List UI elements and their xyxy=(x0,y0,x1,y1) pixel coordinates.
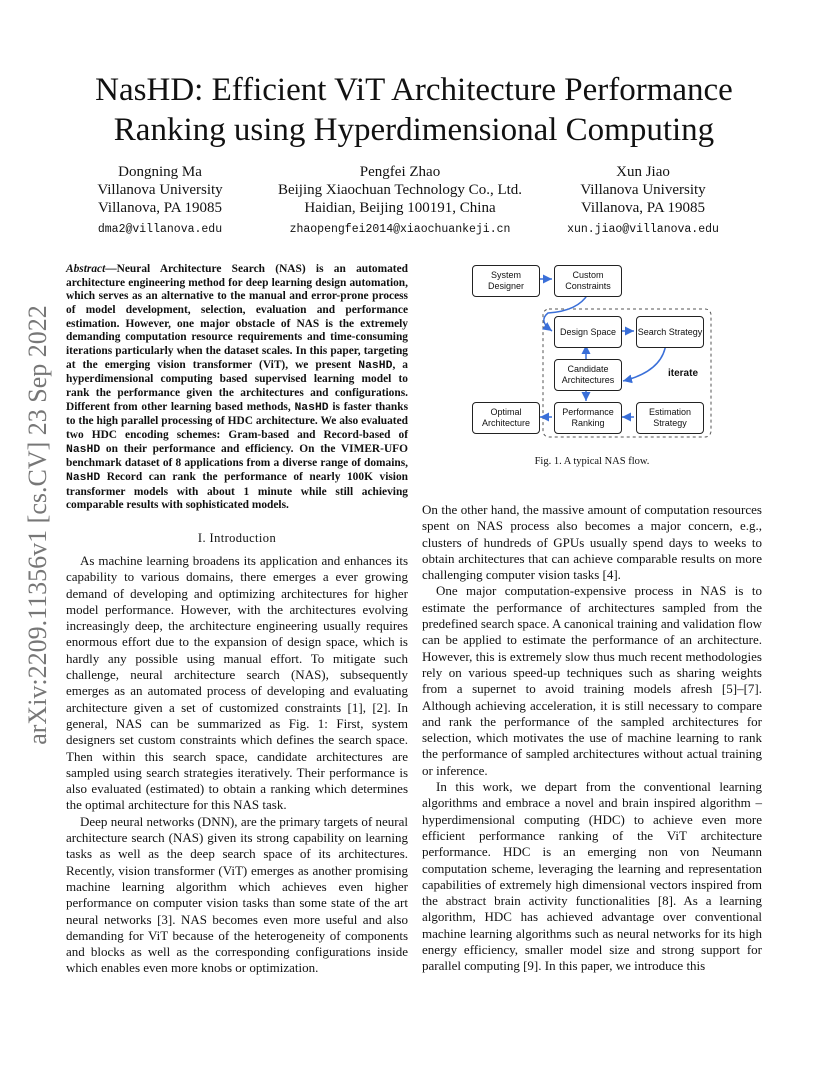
method-name: NasHD xyxy=(66,443,101,456)
author-name: Dongning Ma xyxy=(118,164,202,180)
paper-title xyxy=(0,70,828,150)
author-address: Villanova, PA 19085 xyxy=(98,200,222,216)
paragraph: On the other hand, the massive amount of computation resources spent on NAS process also becomes a major concern, e.g., clusters of hundreds of GPUs usually spend days to weeks to obtain architectures that can achieve comparable results on more challenging computer vision tasks [4]. xyxy=(422,502,762,583)
iterate-label: iterate xyxy=(668,368,699,379)
box-estimation-strategy: Estimation Strategy xyxy=(636,402,704,434)
title-line-2: Ranking using Hyperdimensional Computing xyxy=(113,112,715,148)
box-custom-constraints: Custom Constraints xyxy=(554,265,622,297)
author-address: Haidian, Beijing 100191, China xyxy=(304,200,496,216)
method-name: NasHD xyxy=(66,471,101,484)
box-optimal-architecture: Optimal Architecture xyxy=(472,402,540,434)
author-3 xyxy=(560,163,726,239)
box-candidate-architectures: Candidate Architectures xyxy=(554,359,622,391)
box-design-space: Design Space xyxy=(554,316,622,348)
abstract-text: Record can rank the performance of nearly 100K vision transformer models with about 1 minute while still achieving comparable results with sophisticated models. xyxy=(66,470,408,512)
author-affiliation: Villanova University xyxy=(580,182,706,198)
arxiv-stamp: arXiv:2209.11356v1 [cs.CV] 23 Sep 2022 xyxy=(23,305,52,745)
nas-flow-figure xyxy=(468,261,718,441)
abstract-text: is faster thanks to the high parallel processing of HDC architecture. We also evaluated two HDC encoding schemes: Gram-based and Record-based of xyxy=(66,400,409,441)
box-system-designer: System Designer xyxy=(472,265,540,297)
box-performance-ranking: Performance Ranking xyxy=(554,402,622,434)
abstract xyxy=(66,263,408,513)
paragraph: One major computation-expensive process in NAS is to estimate the performance of architectures sampled from the predefined search space. A canonical training and validation flow can be applied to estimate the performance of an architecture. However, this is extremely slow thus much recent methodologies rely on various speed-up techniques such as sharing weights from a supernet to avoid training models afresh [5]–[7]. Although achieving acceleration, it is still necessary to compare and rank the performance of the sampled architectures for selection, which motivates the use of machine learning to rank the performance of sampled architectures without actual training or inference. xyxy=(422,583,762,778)
author-email[interactable]: zhaopengfei2014@xiaochuankeji.cn xyxy=(289,223,511,236)
author-email[interactable]: xun.jiao@villanova.edu xyxy=(567,223,719,236)
method-name: NasHD xyxy=(358,359,393,372)
paragraph: Deep neural networks (DNN), are the primary targets of neural architecture search (NAS) given its strong capability on learning tasks as well as the deep search space of its architectures. Recently, vision transformer (ViT) emerges as another promising machine learning algorithm which achieves even higher performance on computer vision tasks than some state of the art neural networks [3]. NAS becomes even more useful and also demanding for ViT because of the heterogeneity of components and blocks as well as the corresponding configurations inside which enables even more knobs or optimization. xyxy=(66,813,408,976)
left-column-body xyxy=(66,553,408,977)
title-line-1: NasHD: Efficient ViT Architecture Performance xyxy=(95,72,733,108)
abstract-text: —Neural Architecture Search (NAS) is an automated architecture engineering method for deep learning design automation, which serves as an alternative to the manual and error-prone process of model development, selection, evaluation and performance estimation. However, one major obstacle of NAS is the extremely demanding computation resource requirements and time-consuming iterations particularly when the dataset scales. In this paper, targeting at the emerging vision transformer (ViT), we present xyxy=(66,263,408,371)
author-2 xyxy=(262,163,538,239)
author-name: Pengfei Zhao xyxy=(359,164,441,180)
box-search-strategy: Search Strategy xyxy=(636,316,704,348)
author-affiliation: Beijing Xiaochuan Technology Co., Ltd. xyxy=(277,182,523,198)
author-1 xyxy=(90,163,230,239)
author-affiliation: Villanova University xyxy=(97,182,223,198)
author-address: Villanova, PA 19085 xyxy=(581,200,705,216)
author-name: Xun Jiao xyxy=(616,164,670,180)
right-column-body xyxy=(422,502,762,975)
figure-caption: Fig. 1. A typical NAS flow. xyxy=(534,456,650,467)
abstract-text: on their performance and efficiency. On the VIMER-UFO benchmark dataset of 8 applications from a diverse range of domains, xyxy=(66,442,408,470)
abstract-label: Abstract xyxy=(66,263,106,275)
section-heading: I. Introduction xyxy=(197,531,277,545)
method-name: NasHD xyxy=(294,401,329,414)
abstract-text: , a hyperdimensional computing based supervised learning model to rank the performance given the architectures and configurations. Different from other learning based methods, xyxy=(66,358,408,413)
paragraph: In this work, we depart from the conventional learning algorithms and embrace a novel and brain inspired algorithm – hyperdimensional computing (HDC) to achieve even more efficient performance ranking of the ViT architecture performance. HDC is an emerging non von Neumann computation scheme, leveraging the learning and representation capabilities of extremely high dimensional vectors inspired from the abstract brain activity functionalities [8]. As a learning algorithm, HDC has achieved advantage over conventional machine learning algorithms such as neural networks for its high energy efficiency, smaller model size and strong support for parallel computing [9]. In this paper, we introduce this xyxy=(422,779,762,974)
paragraph: As machine learning broadens its application and enhances its capability to various domains, there emerges a ever growing demand of developing and optimizing architectures for higher model performance. However, with the architectures evolving increasingly deep, the architecture engineering usually requires enormous effort due to the expansion of design space, which is hardly any possible using manual effort. To mitigate such challenge, neural architecture search (NAS), subsequently emerges as an automated process of developing and evaluating architecture given a set of customized constraints [1], [2]. In general, NAS can be summarized as Fig. 1: First, system designers set custom constraints which defines the search space. Then within this search space, candidate architectures are sampled using search strategies iteratively. Their performance is also evaluated (estimated) to obtain a ranking which determines the optimal architecture for this NAS task. xyxy=(66,553,408,813)
author-email[interactable]: dma2@villanova.edu xyxy=(97,223,223,236)
